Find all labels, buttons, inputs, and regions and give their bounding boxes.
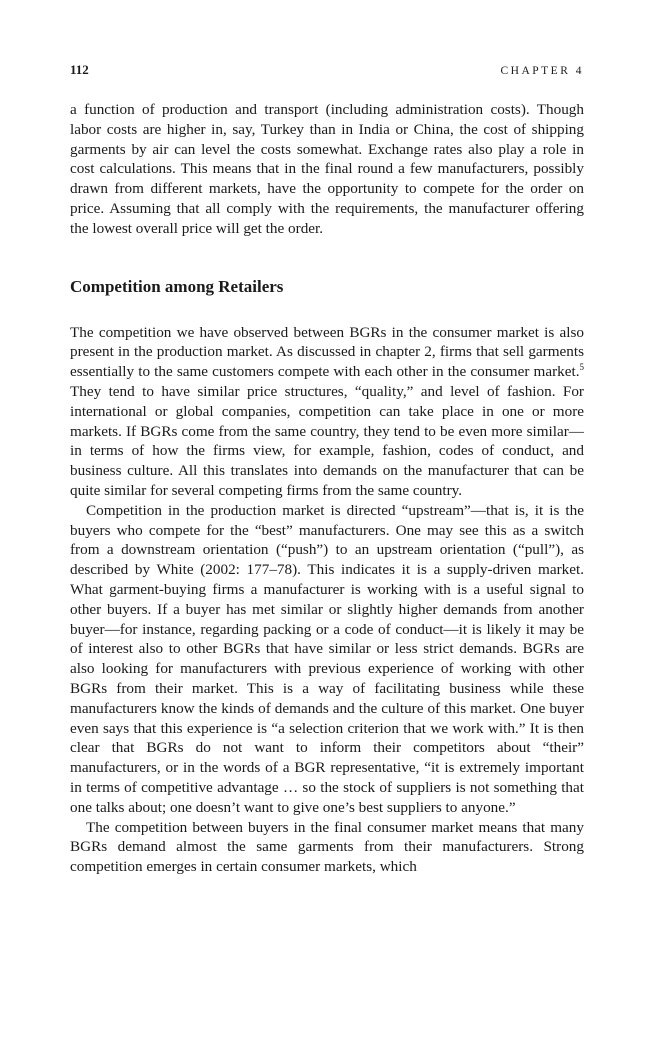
running-head — [70, 62, 584, 86]
paragraph-upstream-competition: Competition in the production market is directed “upstream”—that is, it is the buyers who compete for the “best” manufacturers. One may see this as a switch from a downstream orientation (“push”) to an upstream orientation (“pull”), as described by White (2002: 177–78). This indicates it is a supply-driven market. What garment-buying firms a manufacturer is working with is a useful signal to other buyers. If a buyer has met similar or slightly higher demands from another buyer—for instance, regarding packing or a code of conduct—it is likely it may be of interest also to other BGRs that have similar or less strict demands. BGRs are also looking for manufacturers with previous experience of working with other BGRs from their market. This is a way of facilitating business while these manufacturers know the kinds of demands and the culture of this market. One buyer even says that this experience is “a selection criterion that we work with.” It is then clear that BGRs do not want to inform their competitors about “their” manufacturers, or in the words of a BGR representative, “it is extremely important in terms of competitive advantage … so the stock of suppliers is not something that one talks about; one doesn’t want to give one’s best suppliers to anyone.” — [70, 501, 584, 816]
paragraph-competition-intro — [70, 323, 584, 501]
book-page — [70, 62, 584, 877]
chapter-label: CHAPTER 4 — [500, 65, 584, 77]
page-number: 112 — [70, 62, 89, 77]
body-text — [70, 100, 584, 877]
paragraph-continuation: a function of production and transport (including administration costs). Though labor costs are higher in, say, Turkey than in India or China, the cost of shipping garments by air can level the costs somewhat. Exchange rates also play a role in cost calculations. This means that in the final round a few manufacturers, possibly drawn from different markets, have the opportunity to compete for the order on price. Assuming that all comply with the requirements, the manufacturer offering the lowest overall price will get the order. — [70, 101, 584, 237]
paragraph-text-part-1: The competition we have observed between BGRs in the consumer market is also present in the production market. As discussed in chapter 2, firms that sell garments essentially to the same customers compete with each other in the consumer market. — [70, 323, 584, 381]
paragraph-text-part-2: They tend to have similar price structures, “quality,” and level of fashion. For international or global companies, competition can take place in one or more markets. If BGRs come from the same country, they tend to be even more similar—in terms of how the firms view, for example, fashion, codes of conduct, and business culture. All this translates into demands on the manufacturer that can be quite similar for several competing firms from the same country. — [70, 382, 584, 499]
section-heading: Competition among Retailers — [70, 276, 284, 296]
paragraph-buyer-competition: The competition between buyers in the final consumer market means that many BGRs demand almost the same garments from their manufacturers. Strong competition emerges in certain consumer markets, which — [70, 818, 584, 876]
footnote-reference[interactable]: 5 — [579, 362, 584, 373]
